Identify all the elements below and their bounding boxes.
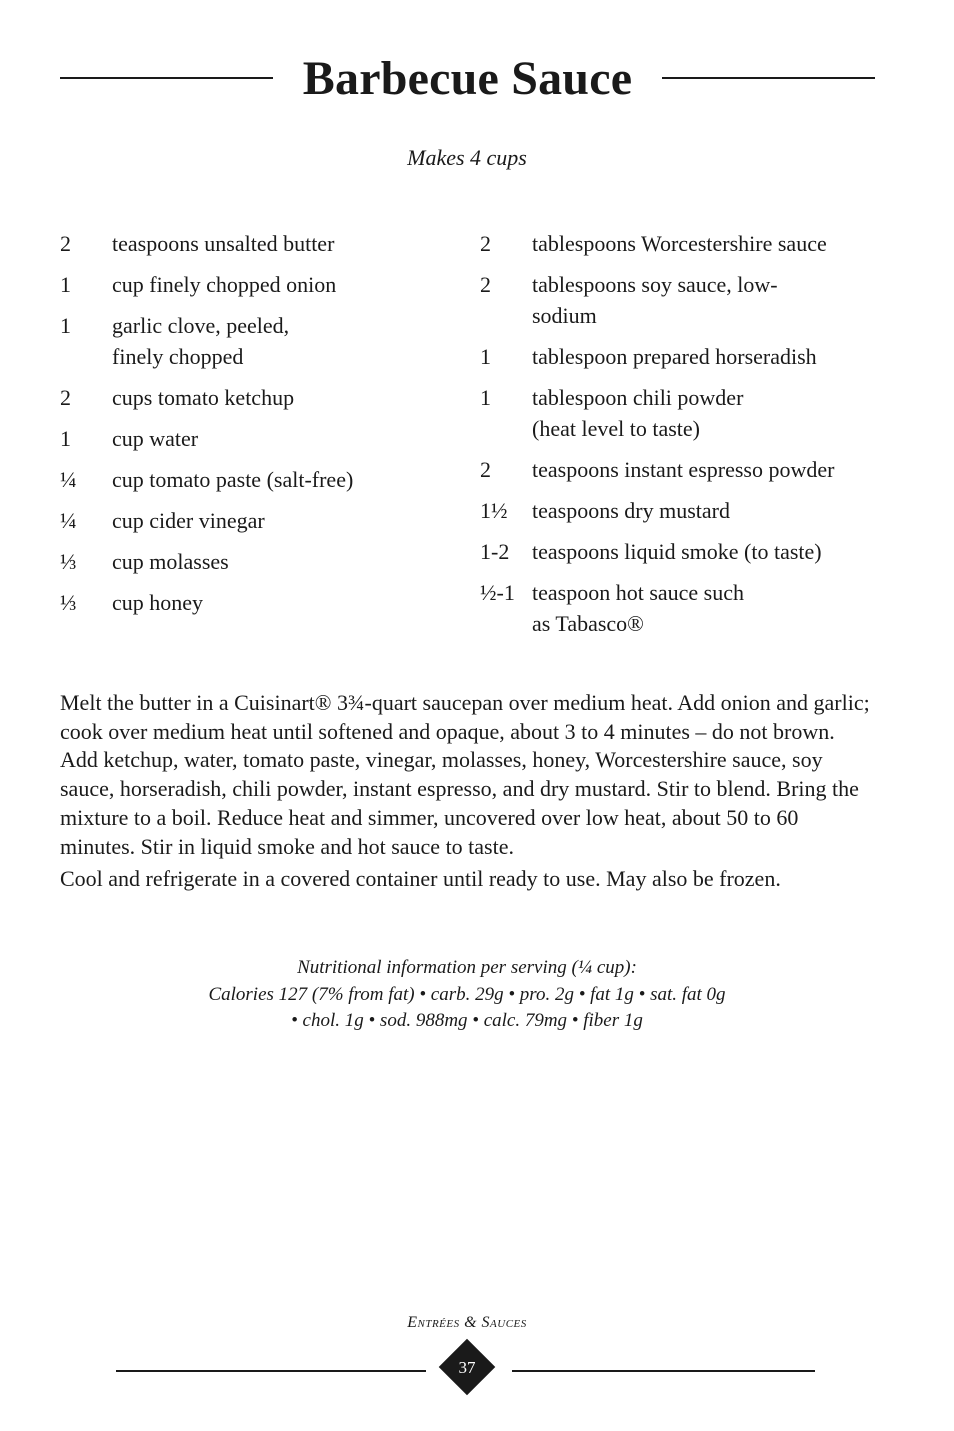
ingredient-description: cup honey [112,590,204,615]
footer-rule-right [512,1370,815,1372]
ingredient-item [60,546,460,577]
ingredient-quantity: 1 [480,344,491,369]
ingredient-quantity: 1-2 [480,539,510,564]
ingredient-description: garlic clove, peeled, finely chopped [112,313,290,369]
recipe-title: Barbecue Sauce [302,51,633,105]
ingredient-description: teaspoons unsalted butter [112,231,335,256]
ingredient-item [60,505,460,536]
recipe-yield: Makes 4 cups [407,145,527,170]
nutrition-line: • chol. 1g • sod. 988mg • calc. 79mg • fiber 1g [291,1010,643,1031]
ingredient-description: tablespoon prepared horseradish [532,344,817,369]
method-paragraph: Melt the butter in a Cuisinart® 3¾-quart saucepan over medium heat. Add onion and garlic; cook over medium heat until softened and opaque, about 3 to 4 minutes – do not brown. Add ketchup, water, tomato paste, vinegar, molasses, honey, Worcestershire sauce, soy sauce, horseradish, chili powder, instant espresso, and dry mustard. Stir to blend. Bring the mixture to a boil. Reduce heat and simmer, uncovered over low heat, about 50 to 60 minutes. Stir in liquid smoke and hot sauce to taste. [60,690,870,859]
ingredient-quantity: ¼ [60,508,77,533]
method-paragraph: Cool and refrigerate in a covered container until ready to use. May also be frozen. [60,866,781,892]
ingredient-quantity: 2 [60,385,71,410]
ingredient-item [60,382,460,413]
ingredient-item [480,269,890,331]
ingredient-item [480,536,890,567]
ingredient-description: teaspoons instant espresso powder [532,457,835,482]
ingredient-description: tablespoon chili powder (heat level to taste) [532,385,744,441]
ingredient-description: cup cider vinegar [112,508,265,533]
ingredient-description: tablespoons soy sauce, low- sodium [532,272,778,328]
ingredient-quantity: 2 [480,231,491,256]
ingredient-item [480,382,890,444]
ingredients-left-column [60,228,460,628]
ingredient-quantity: ½-1 [480,580,515,605]
section-label: Entrées & Sauces [407,1314,527,1331]
nutrition-line: Calories 127 (7% from fat) • carb. 29g • pro. 2g • fat 1g • sat. fat 0g [208,983,726,1005]
method-section [60,689,875,898]
ingredient-item [480,454,890,485]
footer-rule-left [116,1370,426,1372]
ingredient-description: cup finely chopped onion [112,272,337,297]
ingredient-quantity: 1 [60,272,71,297]
ingredient-quantity: 1 [60,313,71,338]
ingredient-quantity: ⅓ [60,549,77,574]
nutrition-heading: Nutritional information per serving (¼ cup): [297,957,637,978]
ingredient-item [60,423,460,454]
ingredient-description: teaspoons liquid smoke (to taste) [532,539,822,564]
ingredient-quantity: ¼ [60,467,77,492]
ingredient-quantity: 2 [480,272,491,297]
nutrition-info [0,955,934,1035]
ingredient-item [60,464,460,495]
ingredient-quantity: ⅓ [60,590,77,615]
ingredient-description: cup water [112,426,199,451]
ingredient-quantity: 1½ [480,498,508,523]
ingredient-quantity: 1 [60,426,71,451]
ingredient-description: cup molasses [112,549,229,574]
ingredient-description: teaspoon hot sauce such as Tabasco® [532,580,744,636]
ingredients-right-column [480,228,890,649]
ingredient-description: teaspoons dry mustard [532,498,730,523]
title-rule-left [60,77,273,79]
ingredient-quantity: 2 [60,231,71,256]
ingredient-item [480,341,890,372]
ingredient-description: cups tomato ketchup [112,385,295,410]
ingredient-item [60,269,460,300]
page-number: 37 [458,1358,476,1377]
ingredient-quantity: 2 [480,457,491,482]
ingredient-item [60,587,460,618]
ingredient-description: tablespoons Worcestershire sauce [532,231,827,256]
title-row [60,48,875,108]
title-rule-right [662,77,875,79]
ingredient-item [480,577,890,639]
ingredient-description: cup tomato paste (salt-free) [112,467,354,492]
ingredient-item [60,228,460,259]
ingredient-item [60,310,460,372]
ingredient-item [480,228,890,259]
ingredient-quantity: 1 [480,385,491,410]
ingredient-item [480,495,890,526]
